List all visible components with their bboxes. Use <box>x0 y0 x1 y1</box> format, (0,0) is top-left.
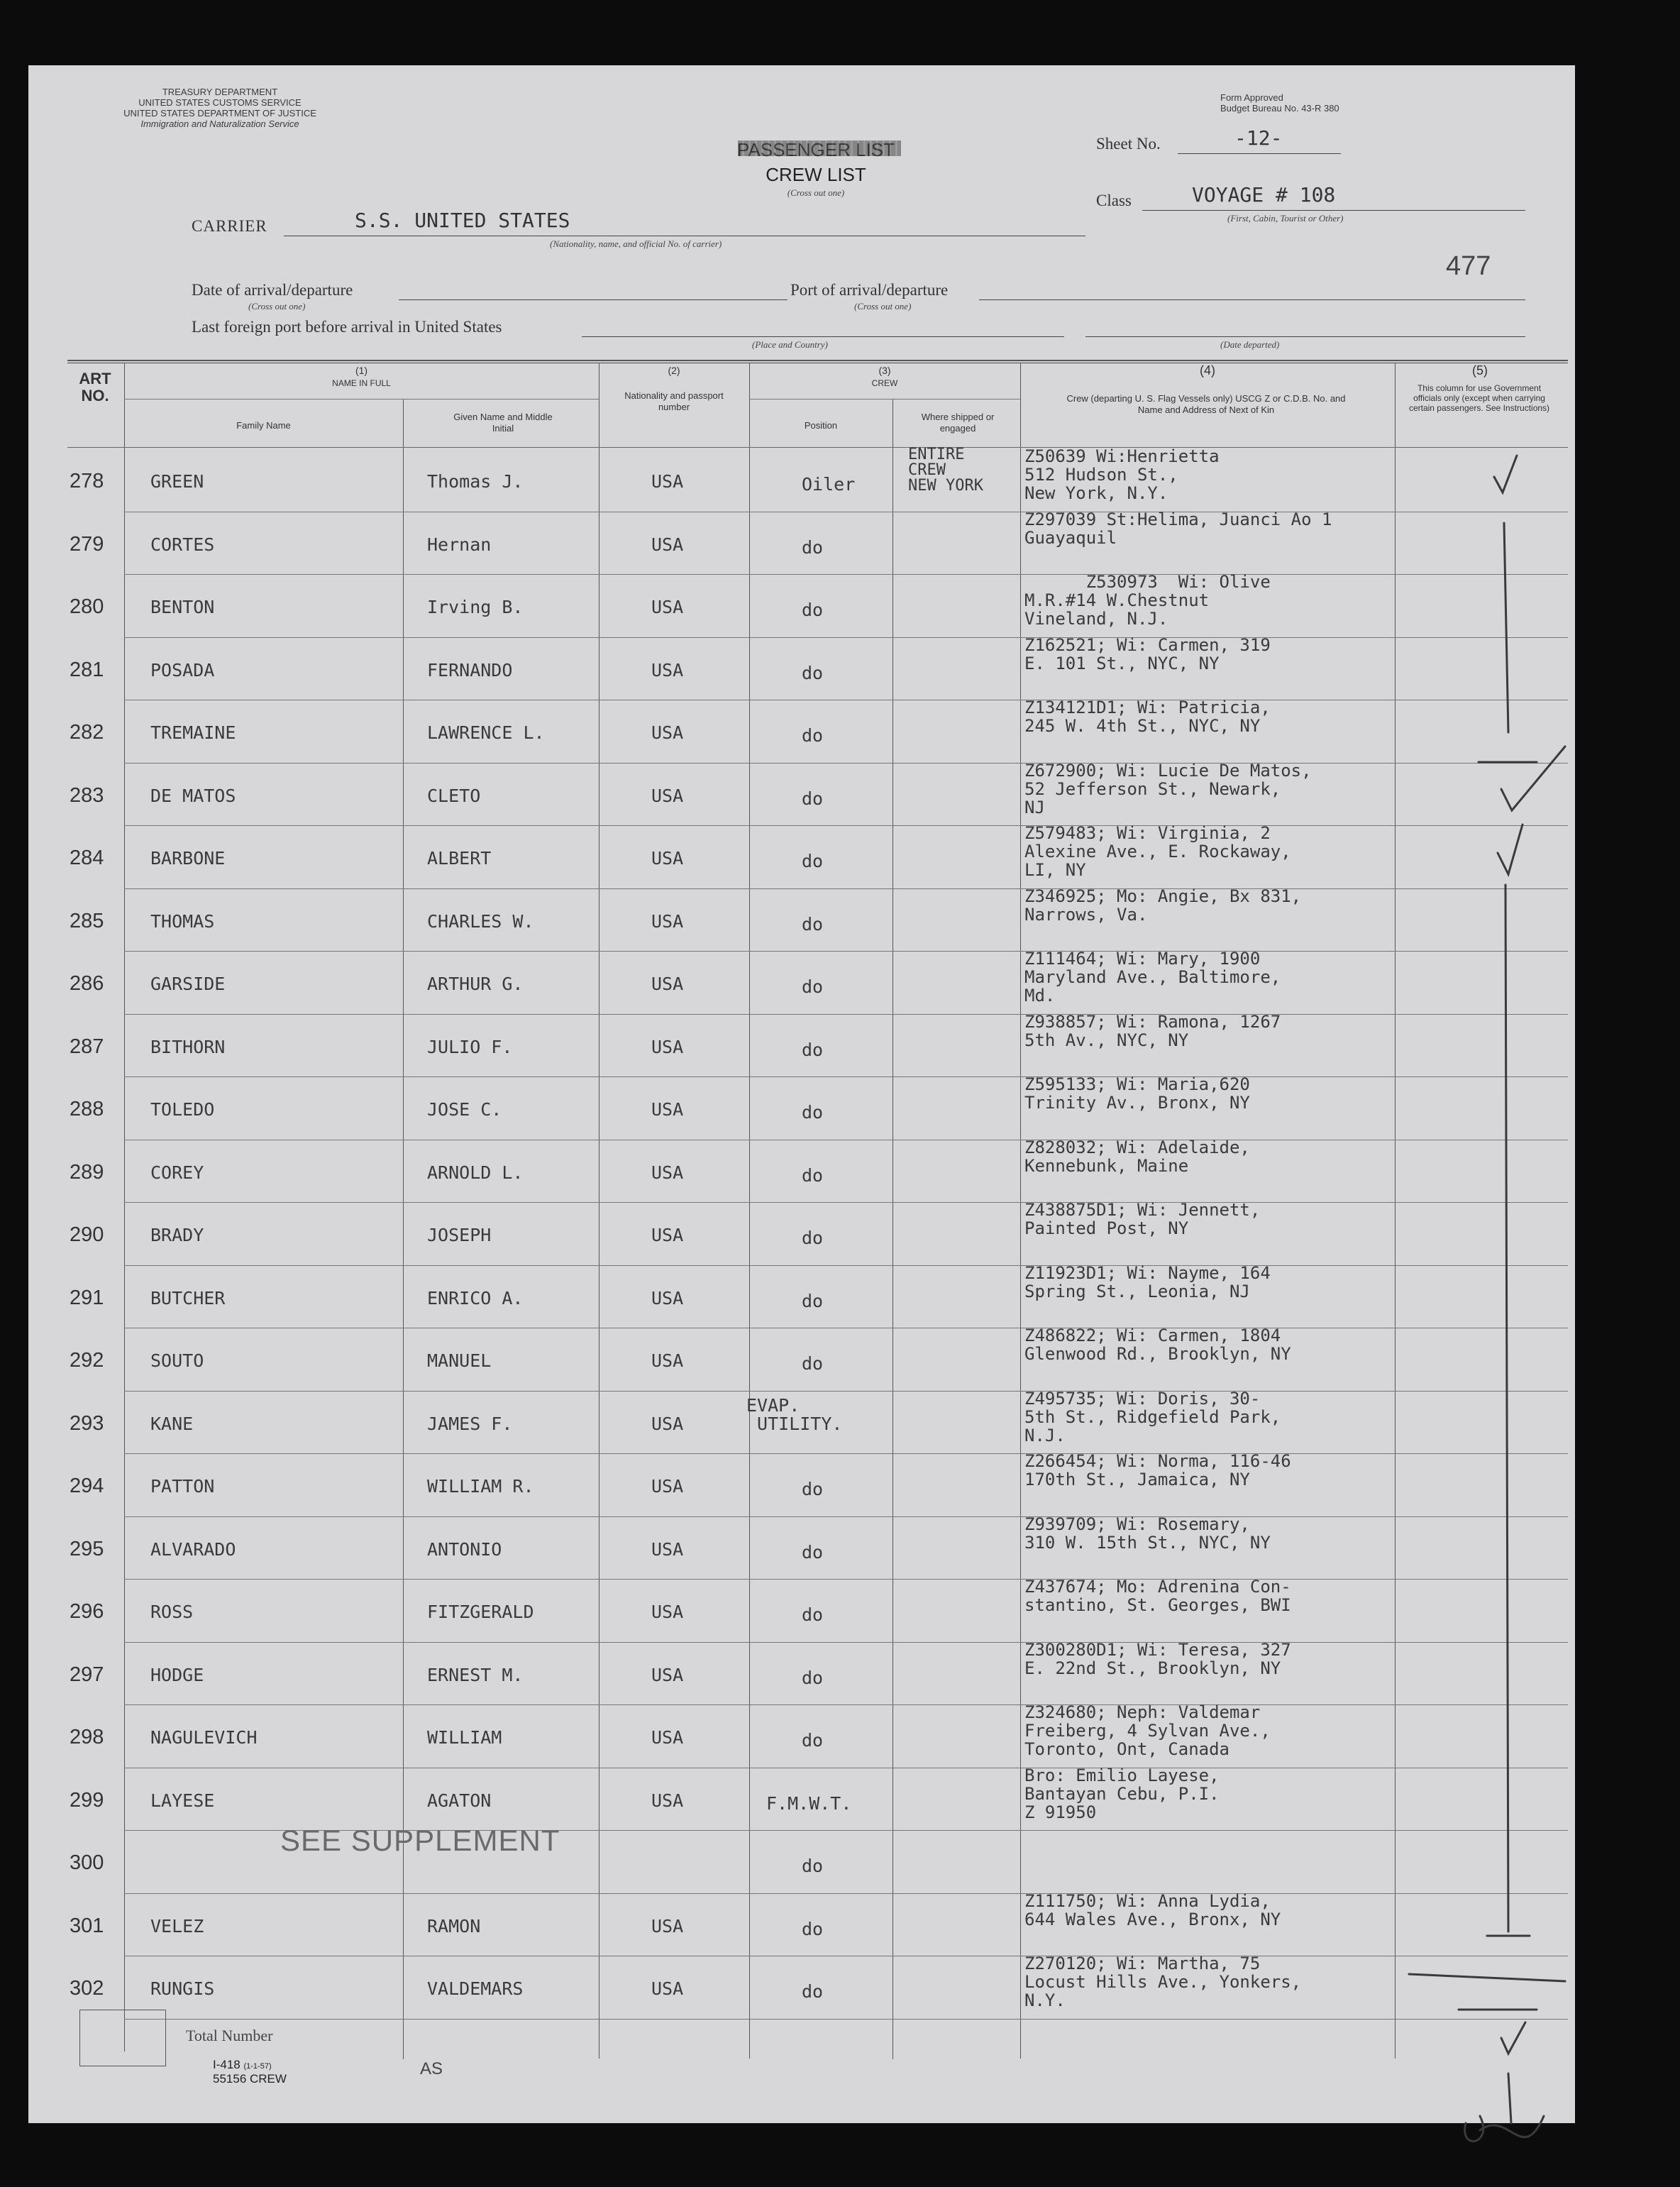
art-no: 294 <box>70 1475 104 1497</box>
c3-divider <box>749 399 1020 400</box>
position: do <box>802 1228 824 1248</box>
row-rule <box>124 2019 1568 2020</box>
table-row <box>28 951 1575 1012</box>
given-name: ENRICO A. <box>427 1287 524 1309</box>
nationality: USA <box>651 848 684 869</box>
date-departed-underline <box>1085 336 1525 337</box>
next-of-kin: Z134121D1; Wi: Patricia, 245 W. 4th St., NYC, NY <box>1024 698 1271 736</box>
art-no: 286 <box>70 972 104 995</box>
table-row <box>28 1202 1575 1263</box>
date-underline <box>399 299 788 300</box>
table-row <box>28 825 1575 886</box>
art-no: 300 <box>70 1851 104 1874</box>
position: do <box>802 1164 824 1186</box>
total-label: Total Number <box>186 2027 273 2044</box>
family-name: POSADA <box>150 659 215 681</box>
family-name: LAYESE <box>150 1790 215 1811</box>
art-no: 289 <box>70 1160 104 1184</box>
table-row <box>28 888 1575 949</box>
nationality: USA <box>651 471 684 492</box>
check-marks <box>1409 456 1565 2141</box>
c3-num: (3) <box>878 365 891 376</box>
art-no: 287 <box>70 1035 104 1058</box>
table-row <box>28 448 1575 509</box>
position: do <box>802 1918 824 1939</box>
date-departed-hint: (Date departed) <box>1220 339 1280 350</box>
port-hint: (Cross out one) <box>854 301 912 312</box>
c2-title: Nationality and passport number <box>624 390 724 412</box>
next-of-kin: Z438875D1; Wi: Jennett, Painted Post, NY <box>1024 1200 1261 1238</box>
family-name: GARSIDE <box>150 974 226 994</box>
place-hint: (Place and Country) <box>752 339 828 350</box>
crew-list-title: CREW LIST <box>766 164 866 185</box>
given-name: ALBERT <box>427 848 492 869</box>
strikeout-mark <box>738 141 901 156</box>
given-name: JOSEPH <box>427 1225 492 1245</box>
next-of-kin: Z595133; Wi: Maria,620 Trinity Av., Bronx, NY <box>1024 1074 1250 1113</box>
family-name: THOMAS <box>150 910 215 932</box>
table-row <box>28 1890 1575 1954</box>
next-of-kin: Z50639 Wi:Henrietta 512 Hudson St., New York, N.Y. <box>1024 446 1220 503</box>
given-name: FERNANDO <box>427 659 513 681</box>
nationality: USA <box>651 1162 684 1183</box>
nationality: USA <box>651 910 684 932</box>
art-no: 283 <box>70 783 104 807</box>
signature-initials <box>1465 2116 1544 2141</box>
port-label: Port of arrival/departure <box>790 281 949 299</box>
family-name: PATTON <box>150 1476 215 1497</box>
given-name: FITZGERALD <box>427 1602 534 1622</box>
art-no: 288 <box>70 1098 104 1120</box>
family-header: Family Name <box>236 420 291 431</box>
art-no: 298 <box>70 1726 104 1748</box>
last-port-label: Last foreign port before arrival in United States <box>192 318 502 336</box>
table-row <box>28 1453 1575 1514</box>
position: do <box>802 788 824 809</box>
total-box <box>79 2010 166 2066</box>
next-of-kin: Z437674; Mo: Adrenina Con- stantino, St. Georges, BWI <box>1024 1577 1291 1615</box>
position: do <box>802 1730 824 1751</box>
official-marks <box>1395 448 1572 2152</box>
family-name: ALVARADO <box>150 1538 236 1560</box>
table-row <box>28 1076 1575 1137</box>
table-row <box>28 1137 1575 1201</box>
agency-line: Immigration and Naturalization Service <box>140 119 299 129</box>
family-name: DE MATOS <box>150 785 236 806</box>
page-number: 477 <box>1446 251 1491 281</box>
agency-line: UNITED STATES DEPARTMENT OF JUSTICE <box>123 108 316 119</box>
position: do <box>802 600 824 620</box>
carrier-label: CARRIER <box>192 217 267 235</box>
initials: AS <box>420 2059 443 2078</box>
class-hint: (First, Cabin, Tourist or Other) <box>1227 213 1344 224</box>
art-no: 279 <box>70 532 104 556</box>
last-port-underline <box>582 336 1064 337</box>
form-approved: Form Approved <box>1220 92 1283 103</box>
position: do <box>802 1981 824 2002</box>
position: do <box>802 662 824 683</box>
table-row <box>28 1579 1575 1640</box>
nationality: USA <box>651 1036 684 1057</box>
next-of-kin: Z270120; Wi: Martha, 75 Locust Hills Ave., Yonkers, N.Y. <box>1024 1954 1302 2010</box>
given-name: Irving B. <box>427 597 524 617</box>
next-of-kin: Z579483; Wi: Virginia, 2 Alexine Ave., E. Rockaway, LI, NY <box>1024 823 1291 880</box>
given-name: ARTHUR G. <box>427 974 524 994</box>
see-supplement-stamp: SEE SUPPLEMENT <box>280 1824 560 1857</box>
family-name: CORTES <box>150 534 215 555</box>
next-of-kin: Z939709; Wi: Rosemary, 310 W. 15th St., NYC, NY <box>1024 1514 1271 1553</box>
table-row <box>28 700 1575 761</box>
nationality: USA <box>651 974 684 994</box>
c4-title: Crew (departing U. S. Flag Vessels only) USCG Z or C.D.B. No. and Name and Address of Next of Kin <box>1066 393 1346 415</box>
given-name: WILLIAM <box>427 1727 502 1748</box>
form-no: I-418 <box>213 2058 241 2071</box>
family-name: VELEZ <box>150 1915 204 1937</box>
next-of-kin: Z266454; Wi: Norma, 116-46 170th St., Jamaica, NY <box>1024 1451 1291 1489</box>
nationality: USA <box>651 1225 684 1245</box>
given-name: CLETO <box>427 785 481 806</box>
next-of-kin: Z324680; Neph: Valdemar Freiberg, 4 Sylvan Ave., Toronto, Ont, Canada <box>1024 1702 1271 1759</box>
family-name: NAGULEVICH <box>150 1727 258 1748</box>
cross-line-300 <box>1409 1974 1565 1981</box>
nationality: USA <box>651 1664 684 1685</box>
art-no: 284 <box>70 847 104 869</box>
nationality: USA <box>651 1476 684 1497</box>
family-name: BUTCHER <box>150 1287 226 1309</box>
family-name: TOLEDO <box>150 1099 215 1120</box>
tick-302 <box>1508 2073 1511 2123</box>
family-name: KANE <box>150 1413 194 1434</box>
nationality: USA <box>651 1287 684 1309</box>
position: do <box>802 1290 824 1311</box>
c1-num: (1) <box>355 365 368 376</box>
position: do <box>802 1856 824 1876</box>
nationality: USA <box>651 1915 684 1937</box>
agency-line: TREASURY DEPARTMENT <box>162 87 278 97</box>
class-value: VOYAGE # 108 <box>1192 183 1336 206</box>
art-no: 278 <box>70 470 104 492</box>
nationality: USA <box>651 722 684 743</box>
header-bottom-rule <box>67 447 1568 448</box>
art-no: 293 <box>70 1411 104 1435</box>
agency-block <box>85 87 355 129</box>
next-of-kin: Z530973 Wi: Olive M.R.#14 W.Chestnut Vineland, N.J. <box>1024 572 1271 629</box>
table-top-rule <box>67 360 1568 361</box>
table-row <box>28 574 1575 635</box>
c3-title: CREW <box>871 378 898 388</box>
art-no: 296 <box>70 1600 104 1623</box>
c2-num: (2) <box>668 365 680 376</box>
position: do <box>802 1667 824 1688</box>
family-name: BRADY <box>150 1225 204 1245</box>
sheet-label: Sheet No. <box>1096 135 1161 153</box>
art-no: 280 <box>70 595 104 618</box>
position: do <box>802 725 824 746</box>
position: do <box>802 913 824 935</box>
art-no: 299 <box>70 1788 104 1812</box>
nationality: USA <box>651 785 684 806</box>
position: do <box>802 1541 824 1563</box>
form-date: (1-1-57) <box>243 2062 272 2071</box>
position: do <box>802 1604 824 1625</box>
nationality: USA <box>651 1790 684 1811</box>
art-no: 282 <box>70 721 104 744</box>
table-row <box>28 634 1575 698</box>
nationality: USA <box>651 659 684 681</box>
table-row <box>28 1704 1575 1765</box>
agency-line: UNITED STATES CUSTOMS SERVICE <box>138 97 302 108</box>
position: do <box>802 851 824 871</box>
art-no: 302 <box>70 1977 104 2000</box>
table-row <box>28 1956 1575 2017</box>
given-name: LAWRENCE L. <box>427 722 545 743</box>
next-of-kin: Z162521; Wi: Carmen, 319 E. 101 St., NYC, NY <box>1024 634 1271 673</box>
given-name: JOSE C. <box>427 1099 502 1120</box>
check-283 <box>1498 825 1522 874</box>
art-no: 295 <box>70 1537 104 1560</box>
family-name: ROSS <box>150 1602 194 1622</box>
sheet-value: -12- <box>1234 126 1283 150</box>
port-underline <box>979 299 1525 300</box>
given-name: VALDEMARS <box>427 1978 524 1999</box>
next-of-kin: Z111750; Wi: Anna Lydia, 644 Wales Ave., Bronx, NY <box>1024 1890 1281 1929</box>
table-row <box>28 760 1575 824</box>
form-no-block <box>213 2058 272 2072</box>
next-of-kin: Z300280D1; Wi: Teresa, 327 E. 22nd St., Brooklyn, NY <box>1024 1639 1291 1678</box>
table-row <box>28 1516 1575 1577</box>
art-no: 301 <box>70 1914 104 1937</box>
given-name: MANUEL <box>427 1350 492 1371</box>
tick-line-284-299 <box>1505 885 1508 1932</box>
position-header: Position <box>804 420 838 431</box>
table-row <box>28 1011 1575 1075</box>
family-name: SOUTO <box>150 1350 204 1371</box>
given-name: JULIO F. <box>427 1036 513 1057</box>
c1-title: NAME IN FULL <box>332 378 391 388</box>
position: do <box>802 1039 824 1060</box>
crew-code: 55156 CREW <box>213 2072 287 2086</box>
given-name: Hernan <box>427 534 492 555</box>
sheet-underline <box>1178 153 1341 154</box>
title-block <box>724 139 908 199</box>
nationality: USA <box>651 597 684 617</box>
class-label: Class <box>1096 192 1132 209</box>
cross-out-hint: (Cross out one) <box>787 187 845 198</box>
c4-num: (4) <box>1200 363 1215 378</box>
budget-bureau: Budget Bureau No. 43-R 380 <box>1220 103 1339 114</box>
family-name: BITHORN <box>150 1036 226 1057</box>
given-name: RAMON <box>427 1915 481 1937</box>
family-name: GREEN <box>150 471 204 492</box>
where-shipped: ENTIRE CREW NEW YORK <box>908 446 983 495</box>
nationality: USA <box>651 534 684 555</box>
c1-divider <box>124 399 599 400</box>
form-approved-block <box>1220 92 1339 114</box>
shipped-header: Where shipped or engaged <box>921 412 995 434</box>
given-name: CHARLES W. <box>427 910 534 932</box>
next-of-kin: Z495735; Wi: Doris, 30- 5th St., Ridgefield Park, N.J. <box>1024 1388 1281 1445</box>
family-name: RUNGIS <box>150 1978 215 1999</box>
family-name: TREMAINE <box>150 722 236 743</box>
table-row <box>28 509 1575 573</box>
carrier-value: S.S. UNITED STATES <box>355 209 570 232</box>
tick-line-279 <box>1504 523 1508 732</box>
art-no: 292 <box>70 1349 104 1372</box>
art-no-header: ART NO. <box>79 370 111 404</box>
date-label: Date of arrival/departure <box>192 281 353 299</box>
next-of-kin: Z346925; Mo: Angie, Bx 831, Narrows, Va. <box>1024 886 1302 925</box>
family-name: COREY <box>150 1162 204 1183</box>
art-no: 291 <box>70 1286 104 1309</box>
next-of-kin: Z938857; Wi: Ramona, 1267 5th Av., NYC, NY <box>1024 1011 1281 1050</box>
position: EVAP. UTILITY. <box>746 1394 843 1434</box>
nationality: USA <box>651 1602 684 1622</box>
family-name: BARBONE <box>150 848 226 869</box>
position: do <box>802 976 824 997</box>
given-name: JAMES F. <box>427 1413 513 1434</box>
c5-num: (5) <box>1472 363 1488 378</box>
next-of-kin: Z486822; Wi: Carmen, 1804 Glenwood Rd., Brooklyn, NY <box>1024 1326 1291 1364</box>
position: do <box>802 1353 824 1374</box>
given-header: Given Name and Middle Initial <box>453 412 553 434</box>
carrier-hint: (Nationality, name, and official No. of carrier) <box>550 238 722 249</box>
nationality: USA <box>651 1099 684 1120</box>
next-of-kin: Z297039 St:Helima, Juanci Ao 1 Guayaquil <box>1024 509 1332 548</box>
position: do <box>802 1479 824 1499</box>
given-name: ARNOLD L. <box>427 1162 524 1183</box>
art-no: 281 <box>70 658 104 681</box>
check-282 <box>1501 747 1565 810</box>
table-row <box>28 1388 1575 1452</box>
nationality: USA <box>651 1350 684 1371</box>
art-no: 285 <box>70 909 104 932</box>
next-of-kin: Z111464; Wi: Mary, 1900 Maryland Ave., Baltimore, Md. <box>1024 949 1281 1006</box>
family-name: BENTON <box>150 597 215 617</box>
next-of-kin: Z672900; Wi: Lucie De Matos, 52 Jefferson St., Newark, NJ <box>1024 760 1312 817</box>
table-row <box>28 1262 1575 1326</box>
art-no: 290 <box>70 1223 104 1246</box>
position: do <box>802 536 824 558</box>
check-278 <box>1494 456 1517 492</box>
position: Oiler <box>802 474 856 495</box>
position: do <box>802 1102 824 1123</box>
c5-title: This column for use Government officials only (except when carrying certain passengers. See Instructions) <box>1408 383 1550 413</box>
table-row <box>28 1765 1575 1829</box>
art-no: 297 <box>70 1663 104 1686</box>
given-name: ERNEST M. <box>427 1664 524 1685</box>
family-name: HODGE <box>150 1664 204 1685</box>
position: F.M.W.T. <box>766 1792 852 1814</box>
nationality: USA <box>651 1978 684 1999</box>
given-name: ANTONIO <box>427 1538 502 1560</box>
nationality: USA <box>651 1413 684 1434</box>
table-row <box>28 1830 1575 1891</box>
class-underline <box>1142 210 1525 211</box>
next-of-kin: Z11923D1; Wi: Nayme, 164 Spring St., Leonia, NJ <box>1024 1262 1271 1301</box>
date-hint: (Cross out one) <box>248 301 306 312</box>
next-of-kin: Z828032; Wi: Adelaide, Kennebunk, Maine <box>1024 1137 1250 1176</box>
given-name: AGATON <box>427 1790 492 1811</box>
nationality: USA <box>651 1538 684 1560</box>
nationality: USA <box>651 1727 684 1748</box>
check-301 <box>1501 2022 1525 2054</box>
next-of-kin: Bro: Emilio Layese, Bantayan Cebu, P.I. Z 91950 <box>1024 1765 1220 1822</box>
given-name: Thomas J. <box>427 471 524 492</box>
table-row <box>28 1328 1575 1389</box>
document-sheet <box>28 65 1575 2123</box>
table-row <box>28 1639 1575 1703</box>
given-name: WILLIAM R. <box>427 1476 534 1497</box>
